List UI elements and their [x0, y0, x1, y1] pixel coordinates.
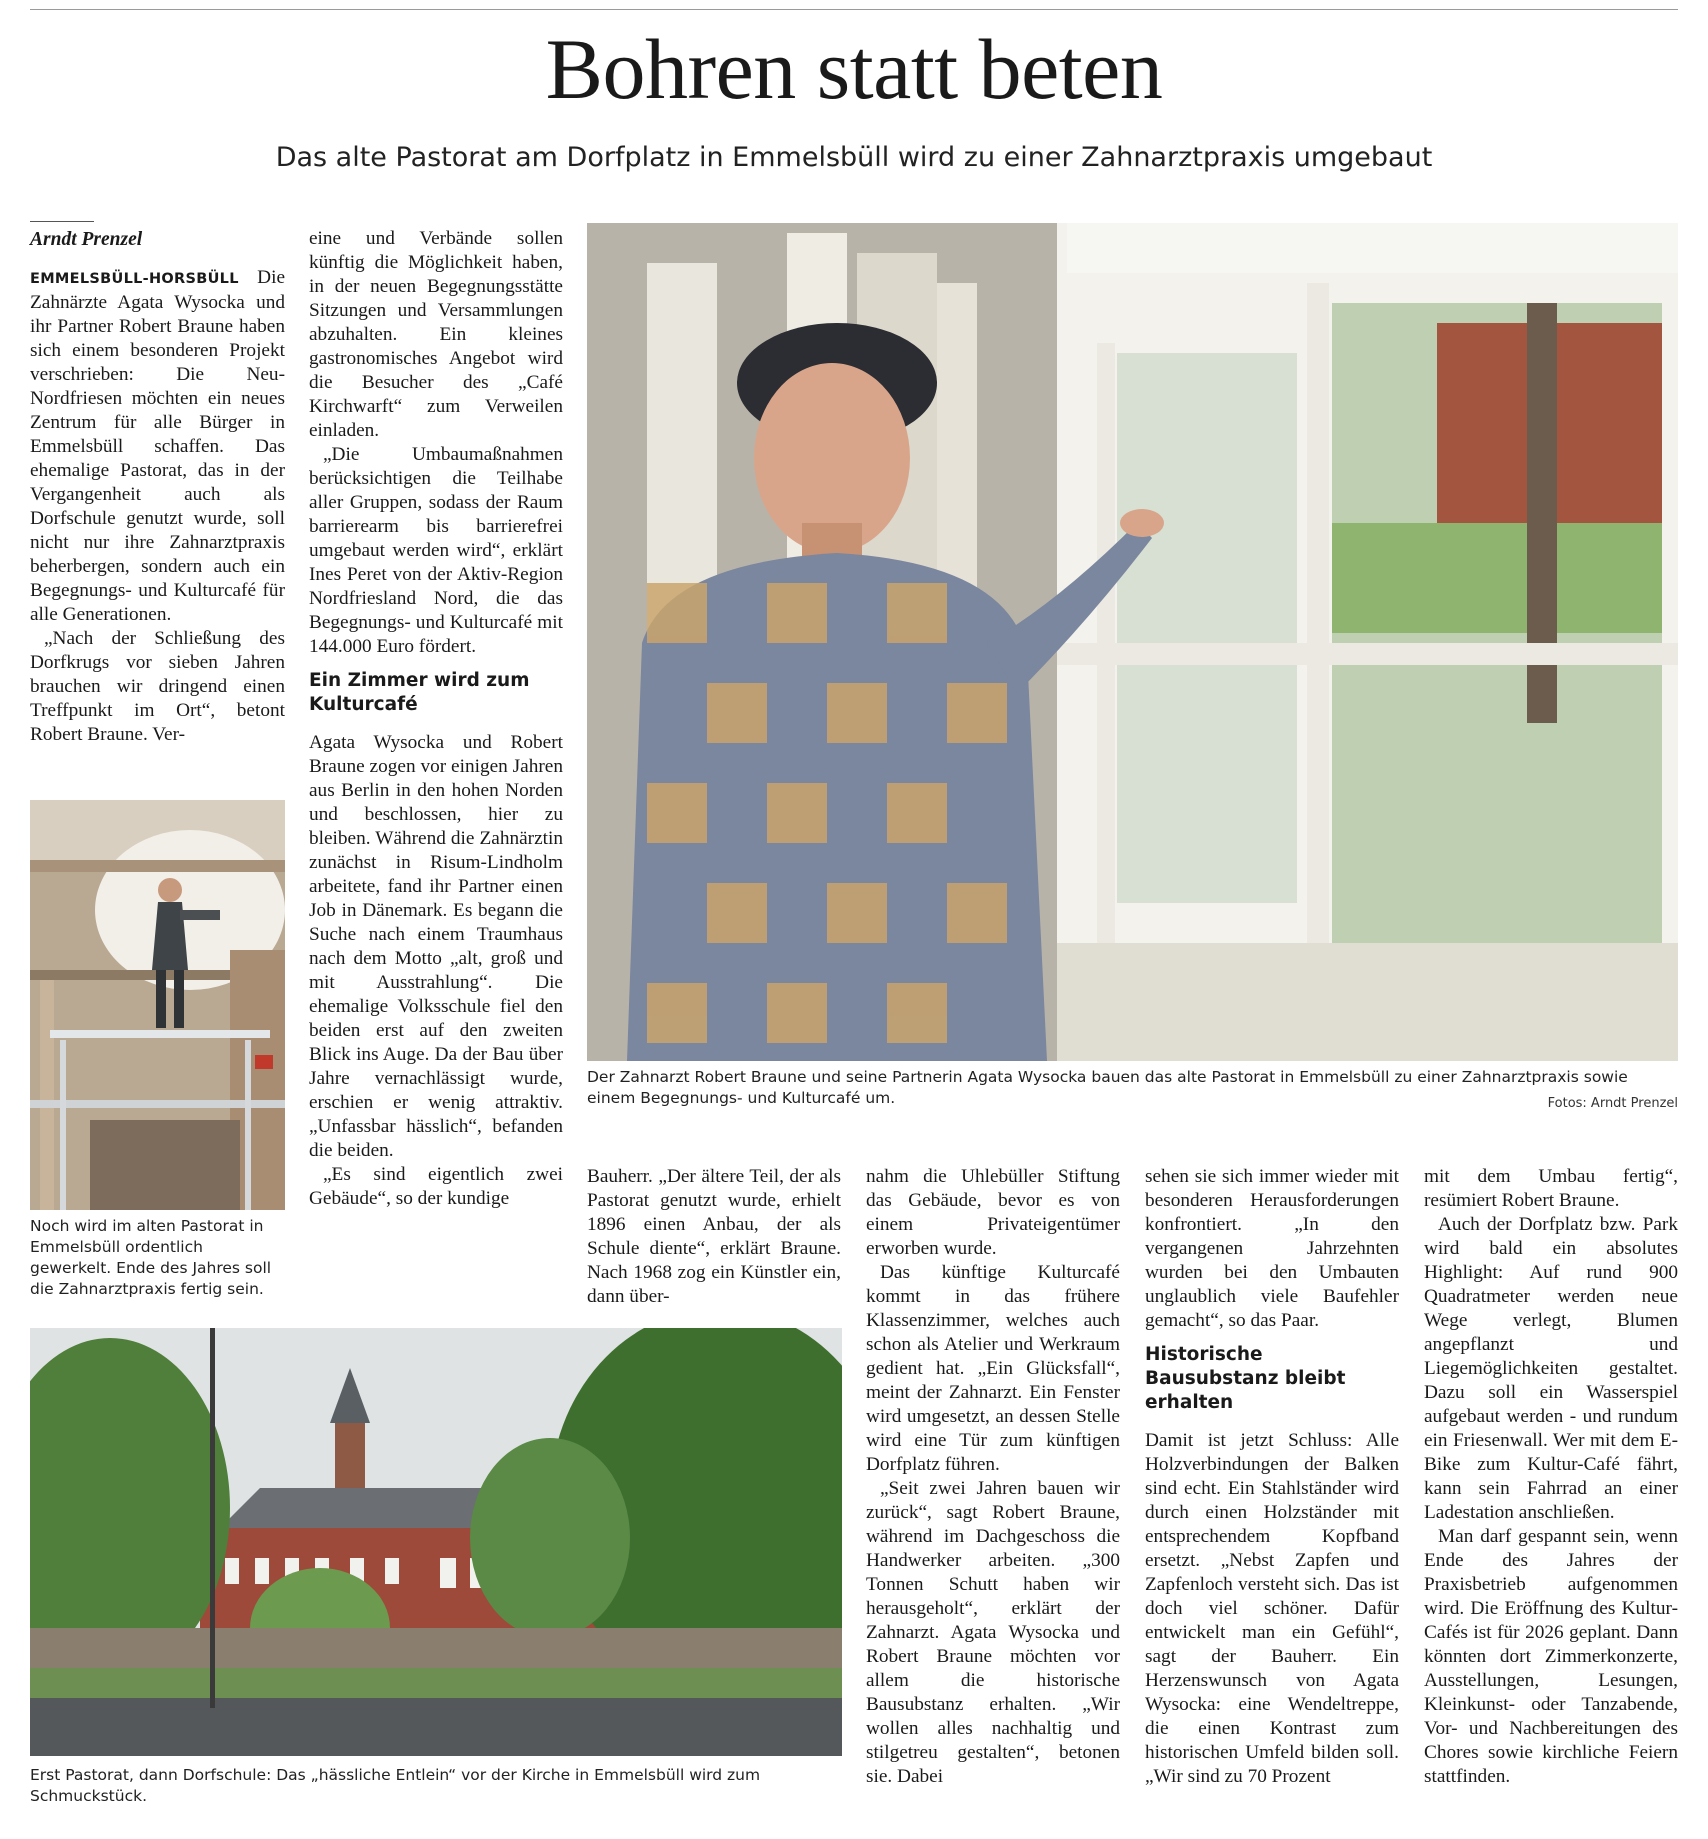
- paragraph: eine und Verbände sollen künftig die Möglichkeit haben, in der neuen Begegnungsstätte Sitzungen und Versammlungen abzuhalten. Ein kleines gastronomisches Angebot wird die Besucher des „Café Kirchwarft“ zum Verweilen einladen.: [309, 228, 563, 441]
- paragraph: mit dem Umbau fertig“, resümiert Robert Braune.: [1424, 1166, 1678, 1211]
- subheadline: Das alte Pastorat am Dorfplatz in Emmelsbüll wird zu einer Zahnarztpraxis umgebaut: [275, 142, 1433, 173]
- article-column-3: [587, 1165, 841, 1309]
- subheading: Ein Zimmer wird zum Kulturcafé: [309, 670, 530, 715]
- paragraph: „Nach der Schließung des Dorfkrugs vor sieben Jahren brauchen wir dringend einen Treffpunkt im Ort“, betont Robert Braune. Ver-: [30, 628, 285, 745]
- subheading: Historische Bausubstanz bleibt erhalten: [1145, 1344, 1346, 1413]
- article-column-6: [1424, 1165, 1678, 1789]
- paragraph: „Die Umbaumaßnahmen berücksichtigen die Teilhabe aller Gruppen, sodass der Raum barrierearm bis barrierefrei umgebaut werden wird“, erklärt Ines Peret von der Aktiv-Region Nordfriesland Nord, die das Begegnungs- und Kulturcafé mit 144.000 Euro fördert.: [309, 444, 563, 657]
- photo-worker-scaffold: [30, 800, 285, 1210]
- article-column-5: [1145, 1165, 1399, 1789]
- headline: Bohren statt beten: [545, 21, 1163, 117]
- photo-pastorat-building: [30, 1328, 842, 1756]
- photo-dentist-at-window: [587, 223, 1678, 1061]
- paragraph: nahm die Uhlebüller Stiftung das Gebäude, bevor es von einem Privateigentümer erworben wurde.: [866, 1166, 1120, 1259]
- paragraph: „Seit zwei Jahren bauen wir zurück“, sagt Robert Braune, während im Dachgeschoss die Handwerker arbeiten. „300 Tonnen Schutt haben wir herausgeholt“, erklärt der Zahnarzt. Agata Wysocka und Robert Braune möchten vor allem die historische Bausubstanz erhalten. „Wir wollen alles nachhaltig und stilgetreu gestalten“, betonen sie. Dabei: [866, 1478, 1120, 1787]
- article-column-4: [866, 1165, 1120, 1789]
- photo-credit: Fotos: Arndt Prenzel: [1547, 1096, 1678, 1111]
- paragraph: „Es sind eigentlich zwei Gebäude“, so der kundige: [309, 1164, 563, 1209]
- caption-bottom-photo: Erst Pastorat, dann Dorfschule: Das „hässliche Entlein“ vor der Kirche in Emmelsbüll wird zum Schmuckstück.: [30, 1766, 761, 1805]
- paragraph: Damit ist jetzt Schluss: Alle Holzverbindungen der Balken sind echt. Ein Stahlständer wird durch einen Holzständer mit entsprechendem Kopfband ersetzt. „Nebst Zapfen und Zapfenloch versteht sich. Das ist doch viel schöner. Dafür entwickelt man ein Gefühl“, sagt der Bauherr. Ein Herzenswunsch von Agata Wysocka: eine Wendeltreppe, die einen Kontrast zum historischen Umfeld bilden soll. „Wir sind zu 70 Prozent: [1145, 1430, 1399, 1787]
- caption-small-photo: Noch wird im alten Pastorat in Emmelsbüll ordentlich gewerkelt. Ende des Jahres soll die Zahnarztpraxis fertig sein.: [30, 1217, 272, 1298]
- paragraph: Agata Wysocka und Robert Braune zogen vor einigen Jahren aus Berlin in den hohen Norden und beschlossen, hier zu bleiben. Während die Zahnärztin zunächst in Risum-Lindholm arbeitete, fand ihr Partner einen Job in Dänemark. Es begann die Suche nach einem Traumhaus nach dem Motto „alt, groß und mit Ausstrahlung“. Die ehemalige Volksschule fiel den beiden erst auf den zweiten Blick ins Auge. Da der Bau über Jahre vernachlässigt wurde, erschien er wenig attraktiv. „Unfassbar hässlich“, befanden die beiden.: [309, 732, 563, 1161]
- byline: Arndt Prenzel: [30, 229, 143, 250]
- caption-main-photo: Der Zahnarzt Robert Braune und seine Partnerin Agata Wysocka bauen das alte Pastorat in Emmelsbüll zu einer Zahnarztpraxis sowie einem Begegnungs- und Kulturcafé um.: [587, 1068, 1628, 1107]
- paragraph: Auch der Dorfplatz bzw. Park wird bald ein absolutes Highlight: Auf rund 900 Quadratmeter werden neue Wege verlegt, Blumen angepflanzt und Liegemöglichkeiten gestaltet. Dazu soll ein Wasserspiel aufgebaut werden - und rundum ein Friesenwall. Wer mit dem E-Bike zum Kultur-Café fährt, kann sein Fahrrad an einer Ladestation anschließen.: [1424, 1214, 1678, 1523]
- article-column-1: [30, 221, 285, 747]
- paragraph: sehen sie sich immer wieder mit besonderen Herausforderungen konfrontiert. „In den vergangenen Jahrzehnten wurden bei den Umbauten unglaublich viele Baufehler gemacht“, so das Paar.: [1145, 1166, 1399, 1331]
- paragraph: Bauherr. „Der ältere Teil, der als Pastorat genutzt wurde, erhielt 1896 einen Anbau, der als Schule diente“, erklärt Braune. Nach 1968 zog ein Künstler ein, dann über-: [587, 1166, 841, 1307]
- top-rule: [30, 9, 1678, 10]
- article-column-2: [309, 227, 563, 1211]
- dateline: EMMELSBÜLL-HORSBÜLL: [30, 271, 239, 287]
- paragraph: Das künftige Kulturcafé kommt in das frühere Klassenzimmer, welches auch schon als Atelier und Werkraum gedient hat. „Ein Glücksfall“, meint der Zahnarzt. Ein Fenster wird umgesetzt, an dessen Stelle wird eine Tür zum künftigen Dorfplatz führen.: [866, 1262, 1120, 1475]
- paragraph: Man darf gespannt sein, wenn Ende des Jahres der Praxisbetrieb aufgenommen wird. Die Eröffnung des Kultur-Cafés ist für 2026 geplant. Dann könnten dort Zimmerkonzerte, Ausstellungen, Lesungen, Kleinkunst- oder Tanzabende, Vor- und Nachbereitungen des Chores sowie kirchliche Feiern stattfinden.: [1424, 1526, 1678, 1787]
- byline-rule: [30, 221, 94, 222]
- paragraph: EMMELSBÜLL-HORSBÜLL Die Zahnärzte Agata Wysocka und ihr Partner Robert Braune haben sich einem besonderen Projekt verschrieben: Die Neu-Nordfriesen möchten ein neues Zentrum für alle Bürger in Emmelsbüll schaffen. Das ehemalige Pastorat, das in der Vergangenheit auch als Dorfschule genutzt wurde, soll nicht nur ihre Zahnarztpraxis beherbergen, sondern auch ein Begegnungs- und Kulturcafé für alle Generationen.: [30, 267, 285, 625]
